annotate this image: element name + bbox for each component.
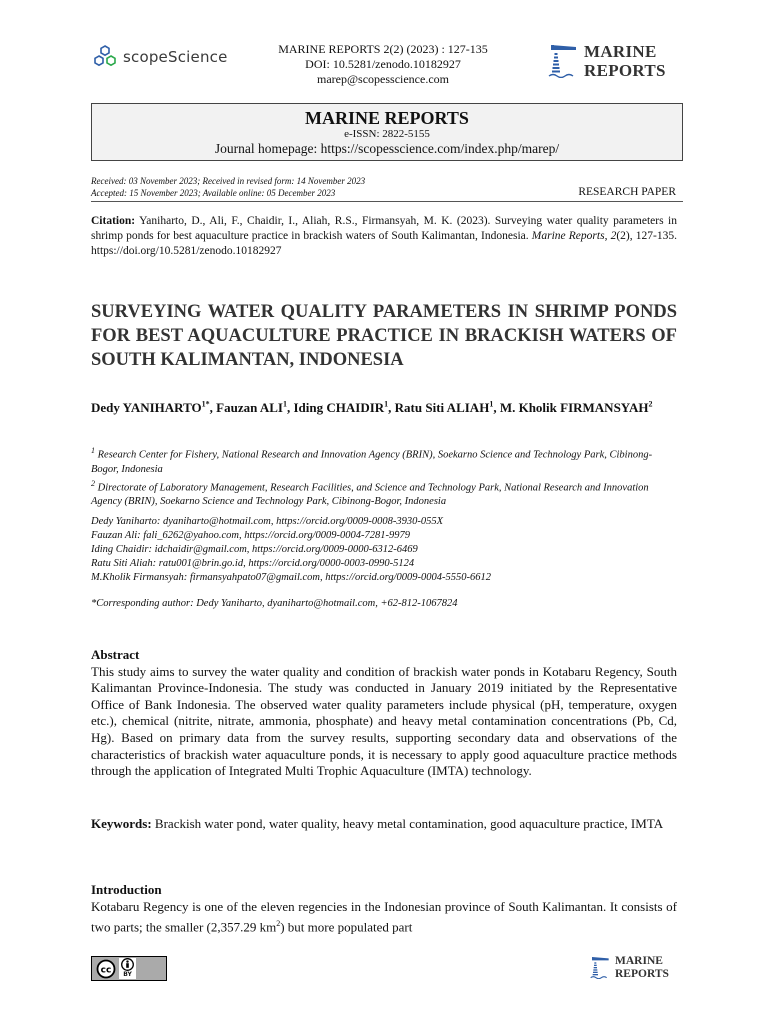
article-title: SURVEYING WATER QUALITY PARAMETERS IN SHRIMP PONDS FOR BEST AQUACULTURE PRACTICE IN BRACKISH WATERS OF SOUTH KALIMANTAN, INDONESIA (91, 302, 677, 370)
author: Dedy $YANIHARTO^{1*}$, (91, 400, 217, 416)
affiliations (91, 444, 677, 509)
lighthouse-icon (590, 955, 610, 979)
author: Fauzan ALI$^1$, (216, 400, 294, 416)
journal-homepage: Journal homepage: https://scopesscience.com/index.php/marep/ (214, 141, 560, 156)
citation-label: Citation: (91, 215, 136, 227)
citation (91, 214, 677, 259)
introduction-text: Kotabaru Regency is one of the eleven regencies in the Indonesian province of South Kalimantan. It consists of two parts; the smaller (2,357.29 $km^2$) but more populated part (91, 899, 677, 935)
header-divider (91, 201, 683, 202)
keywords-label: Keywords: (91, 816, 152, 831)
citation-journal: Marine Reports (531, 230, 605, 242)
author-contact: Fauzan Ali: fali_6262@yahoo.com, https://orcid.org/0009-0004-7281-9979 (91, 530, 410, 541)
journal-logo-line1: MARINE (584, 42, 657, 61)
publisher-name: scopeScience (123, 48, 228, 66)
cc-license-badge[interactable] (91, 956, 167, 981)
author-contacts (91, 515, 677, 585)
publisher-logo (92, 44, 228, 70)
paper-type-label: RESEARCH PAPER (578, 186, 676, 198)
citation-pages-doi: (2), 127-135. https://doi.org/10.5281/zenodo.10182927 (91, 230, 677, 257)
journal-name: MARINE REPORTS (305, 108, 469, 128)
journal-logo-line2: REPORTS (584, 61, 666, 80)
footer-logo-line1: MARINE (615, 955, 663, 967)
author-contact: Dedy Yaniharto: dyaniharto@hotmail.com, https://orcid.org/0009-0008-3930-055X (91, 516, 444, 527)
author: Ratu Siti ALIAH$^1$, (394, 400, 500, 416)
journal-issn: e-ISSN: 2822-5155 (344, 128, 430, 140)
cc-by-label: BY (123, 971, 132, 978)
lighthouse-icon (548, 42, 578, 78)
author: Iding CHAIDIR$^1$, (293, 400, 395, 416)
journal-title-box (91, 103, 683, 161)
affiliation-1: $^1$ Research Center for Fishery, National Research and Innovation Agency (BRIN), Soekarno Science and Technology Park, Cibinong-Bogor, Indonesia (91, 446, 653, 475)
hexagon-molecule-icon (92, 44, 118, 70)
creative-commons-icon (96, 959, 116, 979)
author-contact: Ratu Siti Aliah: ratu001@brin.go.id, https://orcid.org/0000-0003-0990-5124 (91, 558, 415, 569)
journal-logo-text (584, 42, 666, 80)
keywords-text: Brackish water pond, water quality, heavy metal contamination, good aquaculture practice, IMTA (151, 816, 664, 831)
dates-accepted: Accepted: 15 November 2023; Available online: 05 December 2023 (91, 188, 336, 198)
abstract-text: This study aims to survey the water quality and condition of brackish water ponds in Kotabaru Regency, South Kalimantan Province-Indonesia. The study was conducted in January 2019 initiated by the Representative Office of Bank Indonesia. The observed water quality parameters include physical (pH, temperature, oxygen etc.), chemical (nitrite, nitrate, ammonia, phosphate) and heavy metal contamination concentrations (Pb, Cd, Hg). Based on primary data from the survey results, supporting secondary data and observations of the characteristics of brackish water aquaculture ponds, it is necessary to apply good aquaculture practice methods through the application of Integrated Multi Trophic Aquaculture (IMTA) technology. (91, 663, 677, 779)
footer-journal-logo-text (615, 955, 669, 981)
introduction-heading: Introduction (91, 882, 162, 897)
footer-logo-line2: REPORTS (615, 968, 669, 980)
keywords (91, 815, 677, 832)
author-list (91, 395, 677, 417)
citation-volume: 2 (610, 230, 617, 242)
introduction (91, 881, 677, 935)
journal-doi: DOI: 10.5281/zenodo.10182927 (305, 57, 461, 71)
citation-text: Yaniharto, D., Ali, F., Chaidir, I., Aliah, R.S., Firmansyah, M. K. (2023). Surveying water quality parameters in shrimp ponds for best aquaculture practice in brackish waters of South Kalimantan, Indonesia. (91, 215, 677, 242)
author: M. Kholik FIRMANSYAH$^2$ (499, 400, 653, 416)
svg-text:cc: cc (100, 965, 112, 975)
footer-journal-logo (590, 955, 669, 981)
journal-email: marep@scopesscience.com (317, 72, 449, 86)
author-contact: M.Kholik Firmansyah: firmansyahpato07@gmail.com, https://orcid.org/0009-0004-5550-6612 (91, 572, 491, 583)
affiliation-2: $^2$ Directorate of Laboratory Management, Research Facilities, and Science and Technology Park, National Research and Innovation Agency (BRIN), Soekarno Science and Technology Park, Cibinong-Bogor, Indonesia (91, 478, 649, 507)
abstract (91, 647, 677, 780)
article-dates (91, 175, 365, 199)
journal-logo (548, 42, 666, 80)
corresponding-author: *Corresponding author: Dedy Yaniharto, dyaniharto@hotmail.com, +62-812-1067824 (91, 598, 458, 609)
dates-received: Received: 03 November 2023; Received in revised form: 14 November 2023 (91, 176, 366, 186)
abstract-heading: Abstract (91, 647, 140, 662)
author-contact: Iding Chaidir: idchaidir@gmail.com, https://orcid.org/0009-0000-6312-6469 (91, 544, 418, 555)
journal-meta (230, 42, 536, 87)
citation-separator: , (604, 230, 611, 242)
attribution-person-icon (121, 958, 134, 971)
journal-reference: MARINE REPORTS 2(2) (2023) : 127-135 (278, 42, 488, 56)
